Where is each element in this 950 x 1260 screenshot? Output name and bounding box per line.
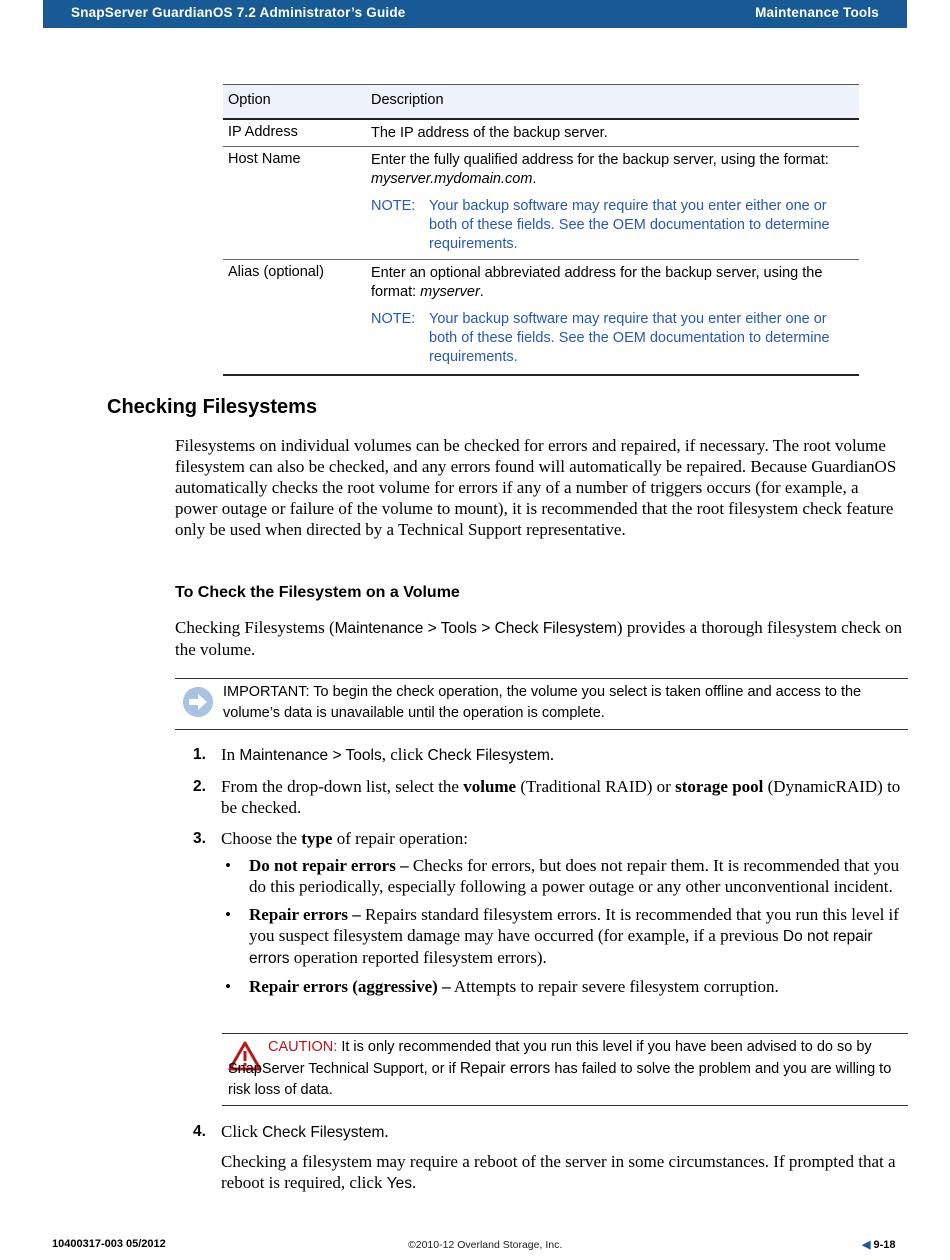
- step-number: 2.: [193, 778, 206, 795]
- step-number: 4.: [193, 1123, 206, 1140]
- option-name: Host Name: [228, 151, 301, 167]
- column-header-option: Option: [228, 92, 271, 108]
- ui-command: Check Filesystem: [262, 1124, 385, 1141]
- options-table: [223, 84, 859, 376]
- important-label: IMPORTANT:: [223, 684, 310, 700]
- step-item: 1. In Maintenance > Tools, click Check Filesystem.: [193, 745, 555, 764]
- note-label: NOTE:: [371, 311, 416, 327]
- table-row: [223, 260, 859, 376]
- list-item: • Repair errors (aggressive) – Attempts to repair severe filesystem corruption.: [225, 977, 779, 996]
- ui-path: Maintenance > Tools > Check Filesystem: [334, 620, 617, 637]
- chapter-title: Maintenance Tools: [755, 5, 879, 20]
- guide-title: SnapServer GuardianOS 7.2 Administrator’s Guide: [71, 5, 406, 20]
- step-note: Checking a filesystem may require a reboot of the server in some circumstances. If prompted that a reboot is required, click Yes.: [221, 1152, 896, 1192]
- table-row: [223, 120, 859, 147]
- intro-paragraph: Filesystems on individual volumes can be checked for errors and repaired, if necessary. The root volume filesystem can also be checked, and any errors found will automatically be repaired. Because GuardianOS automatically checks the root volume for errors if any of a number of triggers occurs (for example, a power outage or failure of the volume to mount), it is recommended that the root filesystem check feature only be used when directed by a Technical Support representative.: [175, 436, 897, 539]
- ui-command: Repair errors: [459, 1060, 551, 1077]
- copyright: ©2010-12 Overland Storage, Inc.: [408, 1239, 563, 1251]
- bullet-icon: •: [225, 977, 231, 996]
- caution-callout: CAUTION: It is only recommended that you run this level if you have been advised to do so by SnapServer Technical Support, or if Repair errors has failed to solve the problem and you are willing to risk loss of data.: [222, 1033, 908, 1106]
- page-number: ◀ 9-18: [862, 1239, 896, 1251]
- arrow-right-icon: [183, 687, 213, 717]
- step-item: 4. Click Check Filesystem. Checking a filesystem may require a reboot of the server in some circumstances. If prompted that a reboot is required, click Yes.: [175, 1121, 908, 1204]
- list-item: • Do not repair errors – Checks for errors, but does not repair them. It is recommended that you do this periodically, especially following a power outage or any other unconventional incident.: [225, 856, 900, 896]
- step-number: 1.: [193, 746, 206, 763]
- option-name: IP Address: [228, 124, 298, 140]
- note: [371, 310, 851, 367]
- important-text: To begin the check operation, the volume you select is taken offline and access to the volume’s data is unavailable until the operation is complete.: [223, 684, 862, 721]
- document-number: 10400317-003 05/2012: [52, 1238, 166, 1250]
- bullet-icon: •: [225, 905, 231, 924]
- option-description: The IP address of the backup server.: [371, 125, 608, 141]
- page-header: [43, 0, 907, 28]
- ui-command: Check Filesystem: [427, 747, 550, 764]
- note: [371, 197, 851, 254]
- step-number: 3.: [193, 830, 206, 847]
- important-callout: [175, 678, 908, 730]
- option-description: Enter an optional abbreviated address for the backup server, using the format: myserver.: [371, 265, 823, 300]
- note-label: NOTE:: [371, 198, 416, 214]
- option-description: Enter the fully qualified address for the backup server, using the format: myserver.mydomain.com.: [371, 152, 829, 187]
- table-row: [223, 147, 859, 260]
- note-text: Your backup software may require that you enter either one or both of these fields. See the OEM documentation to determine requirements.: [429, 311, 830, 365]
- table-header: [223, 84, 859, 120]
- bullet-icon: •: [225, 856, 231, 875]
- ui-path: Maintenance > Tools: [239, 747, 382, 764]
- ui-command: Do not repair errors: [249, 928, 873, 967]
- previous-page-icon[interactable]: ◀: [862, 1239, 871, 1251]
- step-item: 3. Choose the type of repair operation: • Do not repair errors – Checks for errors, but does not repair them. It is recommended that you do this periodically, especially following a power outage or any other unconventional incident. • Repair errors – Repairs standard filesystem errors. It is recommended that you run this level if you suspect filesystem damage may have occurred (for example, if a previous Do not repair errors operation reported filesystem errors). • Repair errors (aggressive) – Attempts to repair severe filesystem corruption.: [175, 828, 908, 997]
- step-item: 2. From the drop-down list, select the volume (Traditional RAID) or storage pool (DynamicRAID) to be checked.: [193, 777, 901, 817]
- note-text: Your backup software may require that you enter either one or both of these fields. See the OEM documentation to determine requirements.: [429, 198, 830, 252]
- procedure-title: To Check the Filesystem on a Volume: [175, 584, 460, 601]
- caution-label: CAUTION:: [268, 1039, 338, 1055]
- ui-button-name: Yes: [386, 1175, 412, 1192]
- repair-options-list: [221, 855, 908, 997]
- column-header-description: Description: [371, 92, 444, 108]
- option-name: Alias (optional): [228, 264, 324, 280]
- step-list: [175, 744, 908, 1007]
- section-title: Checking Filesystems: [107, 396, 318, 418]
- procedure-intro: Checking Filesystems (Maintenance > Tools > Check Filesystem) provides a thorough filesystem check on the volume.: [175, 618, 903, 659]
- list-item: • Repair errors – Repairs standard filesystem errors. It is recommended that you run this level if you suspect filesystem damage may have occurred (for example, if a previous Do not repair errors operation reported filesystem errors).: [225, 905, 899, 967]
